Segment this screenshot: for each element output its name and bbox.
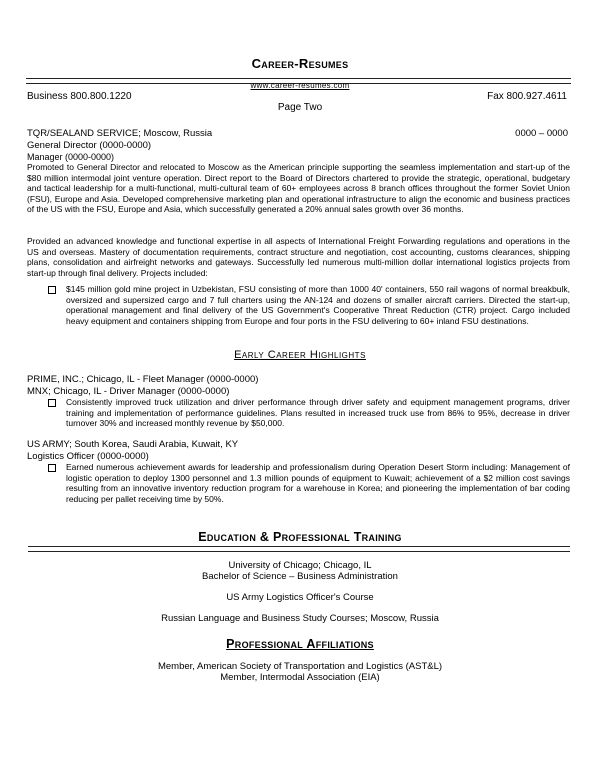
job-title-manager: Manager (0000-0000) bbox=[27, 152, 115, 162]
affiliation-item: Member, American Society of Transportation and Logistics (AST&L) bbox=[157, 661, 443, 672]
education-item: Bachelor of Science – Business Administration bbox=[202, 571, 398, 582]
army-bullet bbox=[48, 462, 570, 504]
us-army-line: US ARMY; South Korea, Saudi Arabia, Kuwait, KY bbox=[27, 439, 239, 450]
driver-bullet bbox=[48, 397, 570, 429]
mnx-line: MNX; Chicago, IL - Driver Manager (0000-0000) bbox=[27, 386, 230, 397]
resume-title bbox=[0, 56, 600, 71]
project-bullet-text: $145 million gold mine project in Uzbekistan, FSU consisting of more than 1000 40' containers, 550 rail wagons of normal breakbulk, oversized and supersized cargo and 7 full charters using the AN-124 and dozens of smaller aircraft carriers. Directed the start-up, operational management and final delivery of the US Government's Cooperative Threat Reduction (CTR) project. Cargo included heavy equipment and containers shipping from Europe and four ports in the FSU delivering to 60+ inland FSU destinations. bbox=[66, 284, 570, 326]
education-heading bbox=[0, 530, 600, 544]
early-career-heading bbox=[0, 349, 600, 361]
driver-bullet-text: Consistently improved truck utilization and driver performance through driver safety and equipment management programs, driver training and implementation of performance guidelines. Plans resulted in increased truck use from 86% to 95%, decrease in driver turnover 30% and increased monthly revenue by $50,000. bbox=[66, 397, 570, 428]
education-heading-text: Education & Professional Training bbox=[198, 530, 402, 544]
army-bullet-text: Earned numerous achievement awards for leadership and professionalism during Operation Desert Storm including: Management of logistic operation to deploy 1300 personnel and 1.3 million pounds of equipment to Kuwait; achievement of a $2 million cost savings resulting from an innovative inventory reduction program for a warehouse in Korea; and pioneering the implementation of bar coding reducing per pallet receiving time by 50%. bbox=[66, 462, 570, 504]
checkbox-bullet-icon bbox=[48, 464, 56, 472]
job-title-general-director: General Director (0000-0000) bbox=[27, 140, 152, 151]
experience-paragraph-1: Promoted to General Director and relocated to Moscow as the American principle supporting the seamless implementation and start-up of the $80 million intermodal joint venture operation. Direct report to the Board of Directors chartered to provide the strategic, operational, budgetary and tactical leadership for a multi-functional, multi-cultural team of 60+ employees across 8 branch offices throughout the former Soviet Union (FSU), Europe and Asia. Developed comprehensive marketing plan and operational infrastructure to align the economic and business practices of the US with the FSU, Europe and Asia, which successfully generated a 20% annual sales growth over 36 months. bbox=[27, 162, 570, 214]
business-phone: Business 800.800.1220 bbox=[27, 91, 132, 102]
checkbox-bullet-icon bbox=[48, 399, 56, 407]
project-bullet bbox=[48, 284, 570, 326]
page-label: Page Two bbox=[277, 102, 323, 113]
education-item: Russian Language and Business Study Courses; Moscow, Russia bbox=[161, 613, 439, 624]
checkbox-bullet-icon bbox=[48, 286, 56, 294]
education-item: University of Chicago; Chicago, IL bbox=[228, 560, 372, 571]
education-double-rule bbox=[28, 546, 570, 552]
affiliations-heading-text: Professional Affiliations bbox=[226, 637, 374, 651]
early-career-heading-text: Early Career Highlights bbox=[234, 349, 366, 361]
website-link[interactable]: www.career-resumes.com bbox=[250, 81, 350, 90]
title-text: Career-Resumes bbox=[251, 56, 349, 71]
education-item: US Army Logistics Officer's Course bbox=[226, 592, 374, 603]
employment-dates: 0000 – 0000 bbox=[515, 128, 568, 139]
experience-paragraph-2: Provided an advanced knowledge and functional expertise in all aspects of International Freight Forwarding regulations and operations in the US and overseas. Mastery of documentation requirements, contract structure and negotiation, cost accounting, customs clearances, shipping plans, consolidation and airfreight networks and gateways. Successfully led numerous multi-million dollar international logistics projects from start-up through final delivery. Projects included: bbox=[27, 236, 570, 278]
prime-inc-line: PRIME, INC.; Chicago, IL - Fleet Manager (0000-0000) bbox=[27, 374, 259, 385]
affiliations-heading bbox=[0, 637, 600, 651]
affiliation-item: Member, Intermodal Association (EIA) bbox=[220, 672, 380, 683]
logistics-officer-line: Logistics Officer (0000-0000) bbox=[27, 451, 149, 462]
fax-number: Fax 800.927.4611 bbox=[487, 91, 567, 102]
employer-name: TQR/SEALAND SERVICE; Moscow, Russia bbox=[27, 128, 213, 139]
